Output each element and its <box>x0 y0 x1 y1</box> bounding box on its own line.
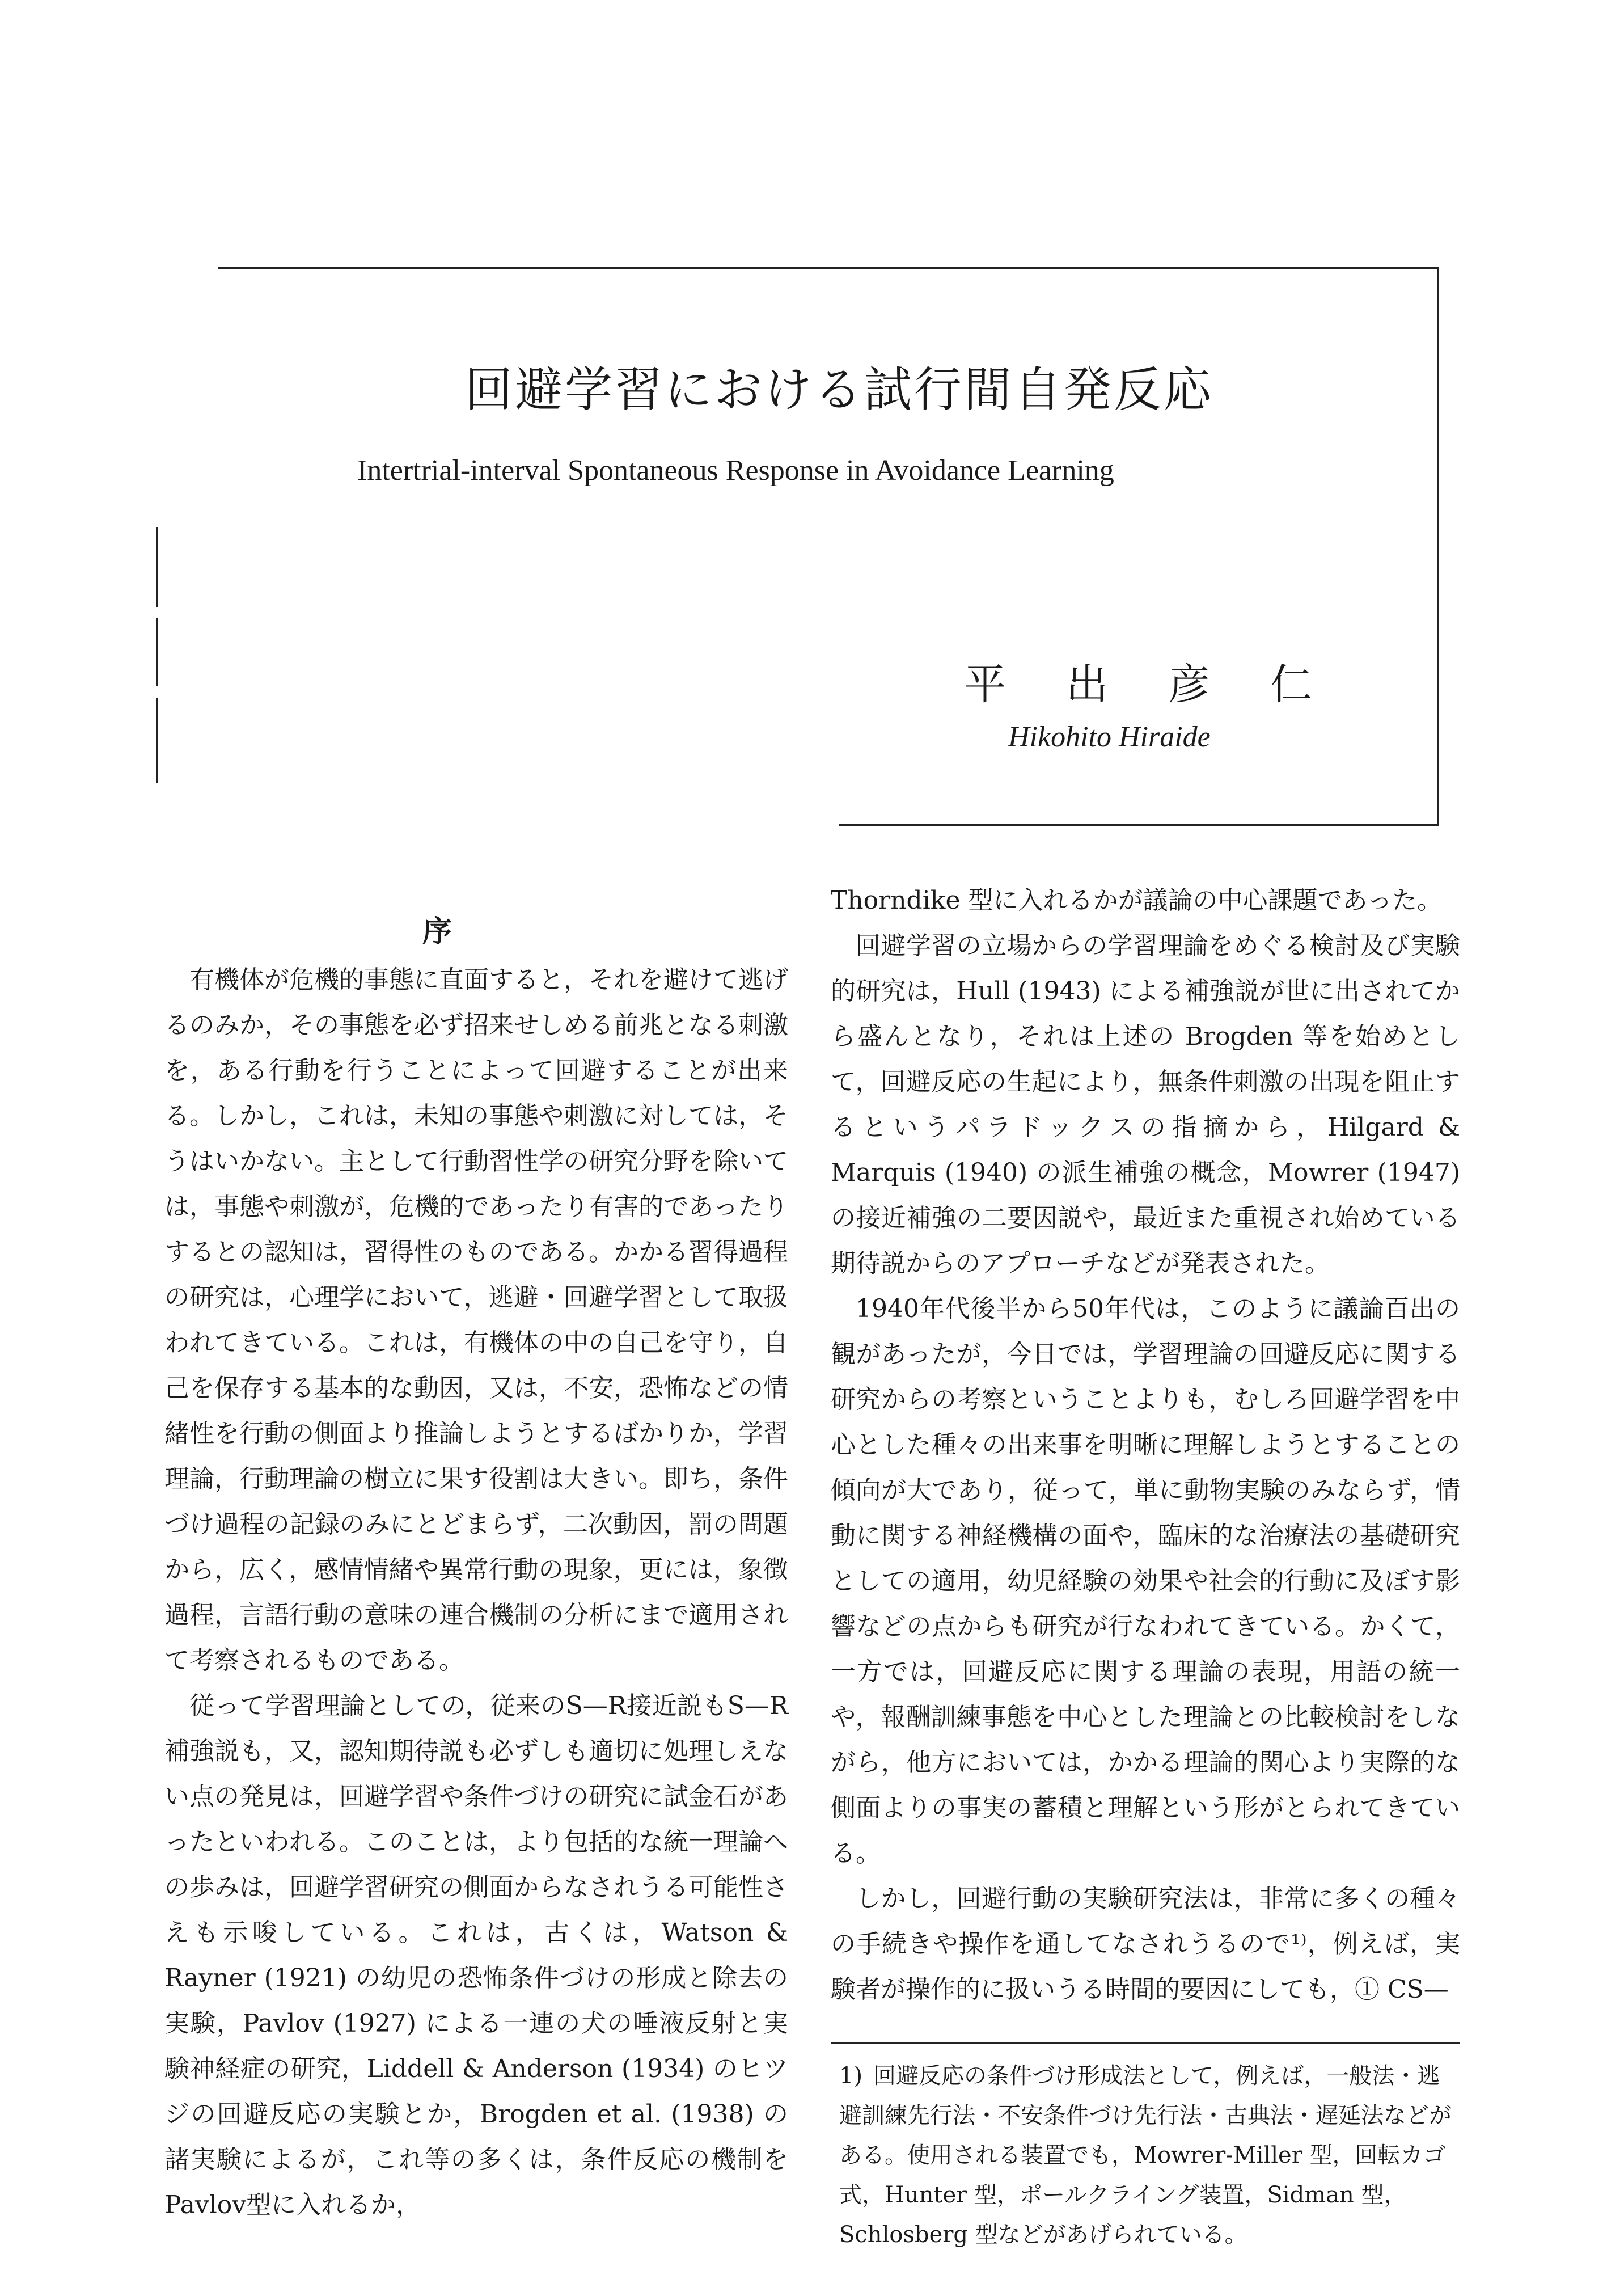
header-frame-left-rule <box>156 618 158 686</box>
body-paragraph: 1940年代後半から50年代は，このように議論百出の観があったが，今日では，学習理論の回避反応に関する研究からの考察ということよりも，むしろ回避学習を中心とした種々の出来事を明晰に理解しようとすることの傾向が大であり，従って，単に動物実験のみならず，情動に関する神経機構の面や，臨床的な治療法の基礎研究としての適用，幼児経験の効果や社会的行動に及ぼす影響などの点からも研究が行なわれてきている。かくて，一方では，回避反応に関する理論の表現，用語の統一や，報酬訓練事態を中心とした理論との比較検討をしながら，他方においては，かかる理論的関心より実際的な側面よりの事実の蓄積と理解という形がとられてきている。 <box>831 1294 1460 1868</box>
author-name-char: 出 <box>1066 660 1108 709</box>
body-paragraph: 回避学習の立場からの学習理論をめぐる検討及び実験的研究は，Hull (1943) による補強説が世に出されてから盛んとなり，それは上述の Brogden 等を始めとして，回避反応の生起により，無条件刺激の出現を阻止するというパラドックスの指摘から，Hilgard & Marquis (1940) の派生補強の概念，Mowrer (1947) の接近補強の二要因説や，最近また重視され始めている期待説からのアプローチなどが発表された。 <box>831 931 1460 1278</box>
footnote-marker: 1) <box>839 2063 863 2089</box>
author-name-char: 仁 <box>1270 660 1312 709</box>
author-name-japanese <box>964 651 1372 711</box>
body-paragraph: 従って学習理論としての，従来のS—R接近説もS—R補強説も，又，認知期待説も必ずしも適切に処理しえない点の発見は，回避学習や条件づけの研究に試金石があったといわれる。このことは，より包括的な統一理論への歩みは，回避学習研究の側面からなされうる可能性さえも示唆している。これは，古くは，Watson & Rayner (1921) の幼児の恐怖条件づけの形成と除去の実験，Pavlov (1927) による一連の犬の唾液反射と実験神経症の研究，Liddell & Anderson (1934) のヒツジの回避反応の実験とか，Brogden et al. (1938) の諸実験によるが，これ等の多くは，条件反応の機制をPavlov型に入れるか， <box>164 1691 788 2219</box>
right-column <box>831 878 1460 2012</box>
footnote-divider <box>831 2042 1460 2044</box>
header-frame-left-rule <box>156 698 158 783</box>
paper-title-english: Intertrial-interval Spontaneous Response in Avoidance Learning <box>357 454 1114 487</box>
footnote <box>839 2056 1457 2255</box>
author-name-char: 彦 <box>1168 660 1210 709</box>
footnote-text: 回避反応の条件づけ形成法として，例えば，一般法・逃避訓練先行法・不安条件づけ先行法・古典法・遅延法などがある。使用される装置でも，Mowrer-Miller 型，回転カゴ式，Hunter 型，ポールクライング装置，Sidman 型，Schlosberg 型などがあげられている。 <box>839 2063 1452 2248</box>
section-heading: 序 <box>422 914 452 949</box>
header-frame-left-rule <box>156 527 158 607</box>
body-paragraph: 有機体が危機的事態に直面すると，それを避けて逃げるのみか，その事態を必ず招来せしめる前兆となる刺激を，ある行動を行うことによって回避することが出来る。しかし，これは，未知の事態や刺激に対しては，そうはいかない。主として行動習性学の研究分野を除いては，事態や刺激が，危機的であったり有害的であったりするとの認知は，習得性のものである。かかる習得過程の研究は，心理学において，逃避・回避学習として取扱われてきている。これは，有機体の中の自己を守り，自己を保存する基本的な動因，又は，不安，恐怖などの情緒性を行動の側面より推論しようとするばかりか，学習理論，行動理論の樹立に果す役割は大きい。即ち，条件づけ過程の記録のみにとどまらず，二次動因，罰の問題から，広く，感情情緒や異常行動の現象，更には，象徴過程，言語行動の意味の連合機制の分析にまで適用されて考察されるものである。 <box>164 965 788 1675</box>
author-name-english: Hikohito Hiraide <box>1008 721 1211 753</box>
header-frame-top-rule <box>170 267 1439 269</box>
paper-title-japanese: 回避学習における試行間自発反応 <box>465 362 1214 417</box>
header-frame-bottom-rule <box>839 824 1439 826</box>
header-frame-gap <box>170 267 218 269</box>
author-name-char: 平 <box>964 660 1006 709</box>
body-paragraph: しかし，回避行動の実験研究法は，非常に多くの種々の手続きや操作を通してなされうるので¹⁾，例えば，実験者が操作的に扱いうる時間的要因にしても，① CS— <box>831 1884 1460 2004</box>
header-frame-right-rule <box>1437 267 1439 825</box>
left-column <box>164 957 788 2228</box>
body-paragraph-continuation: Thorndike 型に入れるかが議論の中心課題であった。 <box>831 886 1443 915</box>
